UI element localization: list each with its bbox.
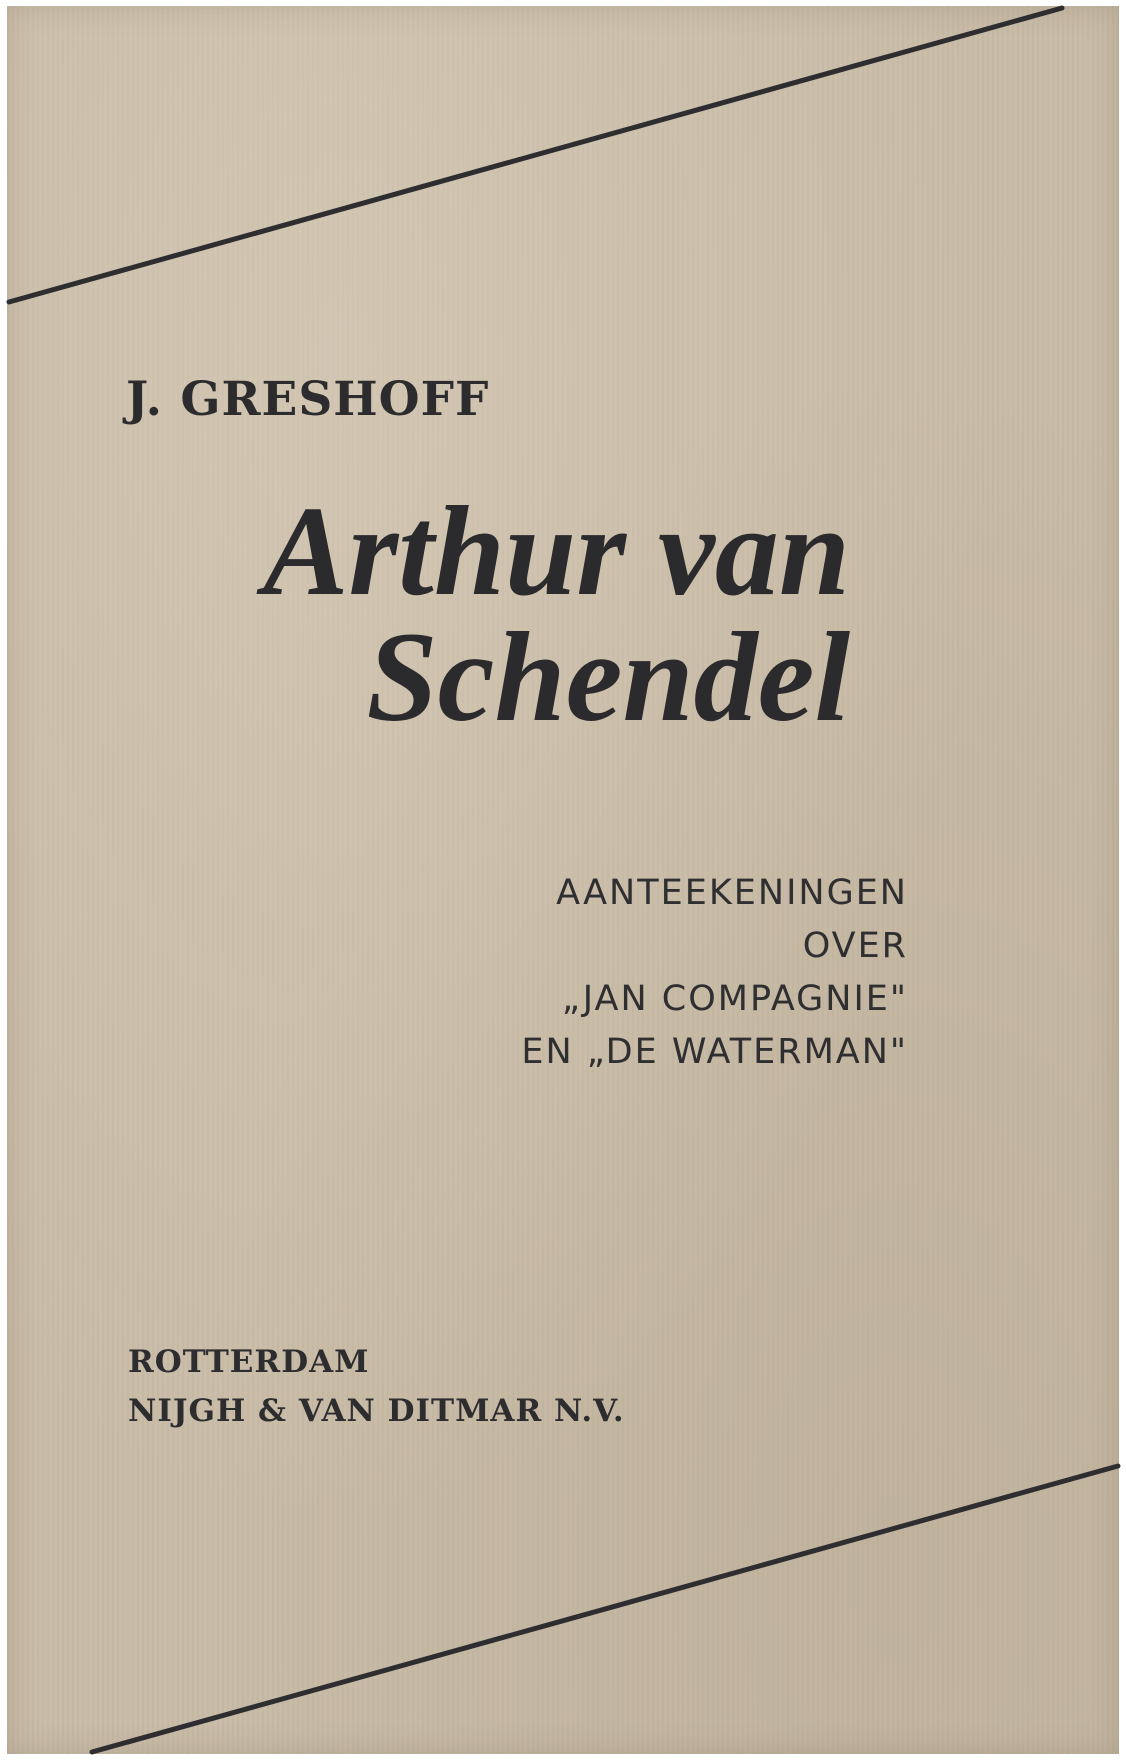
subtitle-line-3: „JAN COMPAGNIE"	[561, 979, 908, 1019]
author-name: J. GRESHOFF	[126, 372, 490, 427]
title-line-2: Schendel	[366, 606, 850, 748]
subtitle-line-4: EN „DE WATERMAN"	[521, 1032, 908, 1072]
book-title	[200, 480, 850, 748]
subtitle-line-1: AANTEEKENINGEN	[556, 873, 908, 913]
publication-place: ROTTERDAM	[128, 1344, 370, 1380]
publisher-name: NIJGH & VAN DITMAR N.V.	[128, 1393, 625, 1429]
book-subtitle	[440, 867, 908, 1079]
publisher-imprint	[128, 1338, 625, 1436]
title-line-1: Arthur van	[263, 480, 850, 622]
subtitle-line-2: OVER	[802, 926, 908, 966]
